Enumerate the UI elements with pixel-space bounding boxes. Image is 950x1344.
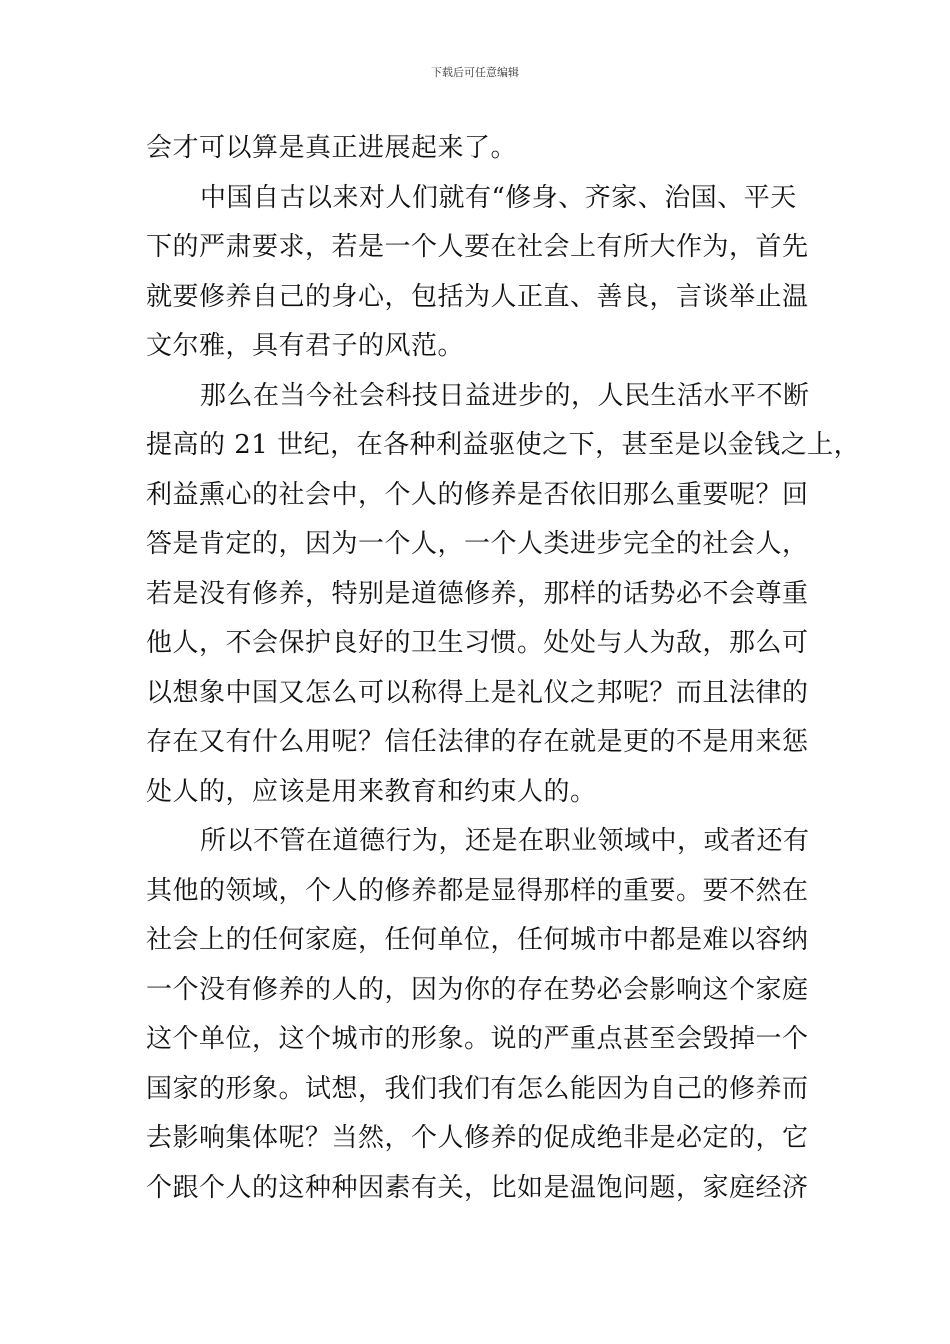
text-line: 这个单位，这个城市的形象。说的严重点甚至会毁掉一个	[146, 1024, 809, 1054]
text-line: 国家的形象。试想，我们我们有怎么能因为自己的修养而	[146, 1073, 809, 1104]
text-line: 提高的 21 世纪，在各种利益驱使之下，甚至是以金钱之上，	[146, 430, 861, 460]
text-line: 利益熏心的社会中，个人的修养是否依旧那么重要呢？回	[146, 479, 809, 510]
paragraph-start-line: 所以不管在道德行为，还是在职业领域中，或者还有	[200, 826, 810, 856]
text-line: 就要修养自己的身心，包括为人正直、善良，言谈举止温	[146, 281, 809, 312]
document-body	[146, 124, 861, 1213]
text-line: 若是没有修养，特别是道德修养，那样的话势必不会尊重	[146, 578, 809, 609]
text-line: 一个没有修养的人的，因为你的存在势必会影响这个家庭	[146, 974, 809, 1005]
text-line: 文尔雅，具有君子的风范。	[146, 331, 465, 361]
text-line: 答是肯定的，因为一个人，一个人类进步完全的社会人，	[146, 529, 809, 559]
text-line: 处人的，应该是用来教育和约束人的。	[146, 776, 597, 807]
text-line: 下的严肃要求，若是一个人要在社会上有所大作为，首先	[146, 232, 809, 262]
text-line: 会才可以算是真正进展起来了。	[146, 133, 518, 163]
page-header: 下载后可任意编辑	[431, 66, 519, 79]
text-line: 个跟个人的这种种因素有关，比如是温饱问题，家庭经济	[146, 1172, 809, 1203]
text-line: 社会上的任何家庭，任何单位，任何城市中都是难以容纳	[146, 925, 809, 955]
text-line: 其他的领域，个人的修养都是显得那样的重要。要不然在	[146, 875, 809, 906]
text-line: 存在又有什么用呢？信任法律的存在就是更的不是用来惩	[146, 727, 809, 757]
text-line: 以想象中国又怎么可以称得上是礼仪之邦呢？而且法律的	[146, 677, 809, 708]
text-line: 去影响集体呢？当然，个人修养的促成绝非是必定的，它	[146, 1123, 809, 1153]
paragraph-start-line: 中国自古以来对人们就有“修身、齐家、治国、平天	[200, 182, 797, 213]
paragraph-start-line: 那么在当今社会科技日益进步的，人民生活水平不断	[200, 380, 810, 411]
text-line: 他人，不会保护良好的卫生习惯。处处与人为敌，那么可	[146, 628, 809, 658]
